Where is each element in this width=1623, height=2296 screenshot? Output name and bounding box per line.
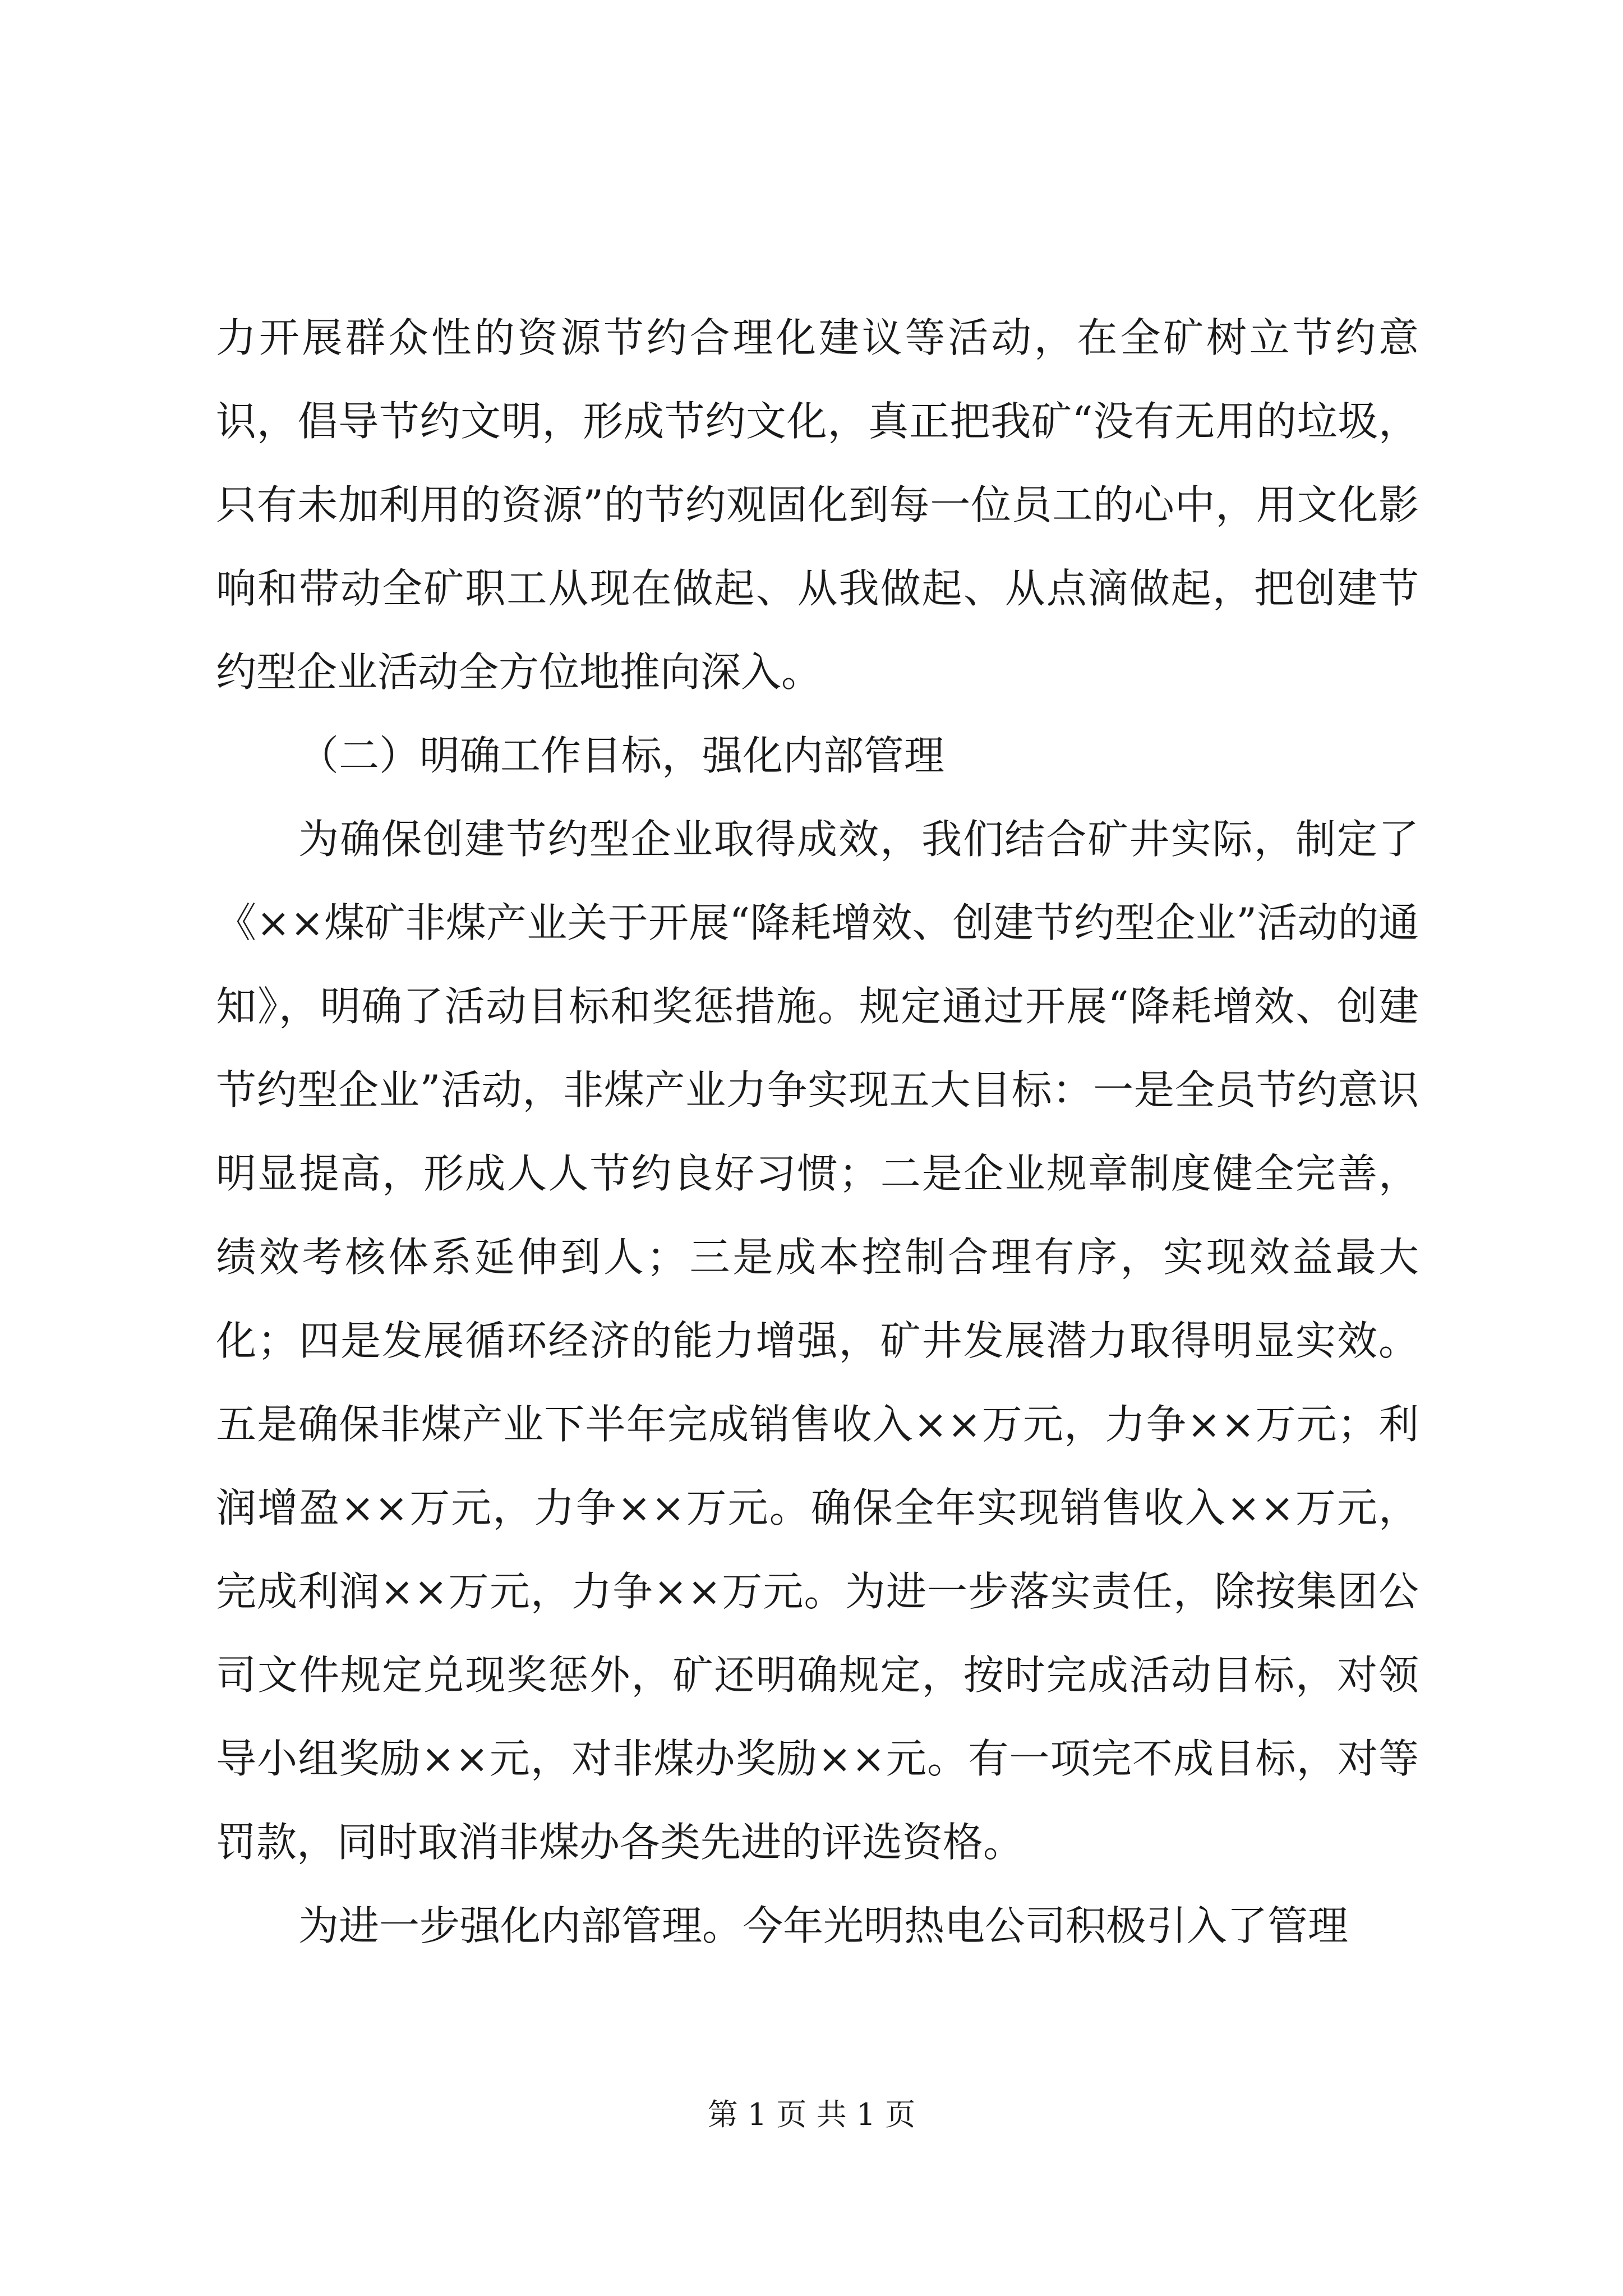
paragraph-goals: 为确保创建节约型企业取得成效，我们结合矿井实际，制定了《××煤矿非煤产业关于开展“降耗增效、创建节约型企业”活动的通知》，明确了活动目标和奖惩措施。规定通过开展“降耗增效、创建节约型企业”活动，非煤产业力争实现五大目标：一是全员节约意识明显提高，形成人人节约良好习惯；二是企业规章制度健全完善，绩效考核体系延伸到人；三是成本控制合理有序，实现效益最大化；四是发展循环经济的能力增强，矿井发展潜力取得明显实效。五是确保非煤产业下半年完成销售收入××万元，力争××万元；利润增盈××万元，力争××万元。确保全年实现销售收入××万元，完成利润××万元，力争××万元。为进一步落实责任，除按集团公司文件规定兑现奖惩外，矿还明确规定，按时完成活动目标，对领导小组奖励××元，对非煤办奖励××元。有一项完不成目标，对等罚款，同时取消非煤办各类先进的评选资格。 <box>216 816 1419 1866</box>
paragraph-management: 为进一步强化内部管理。今年光明热电公司积极引入了管理 <box>298 1902 1349 1949</box>
page-footer: 第 1 页 共 1 页 <box>707 2097 916 2132</box>
paragraph-continuation: 力开展群众性的资源节约合理化建议等活动，在全矿树立节约意识，倡导节约文明，形成节约文化，真正把我矿“没有无用的垃圾，只有未加利用的资源”的节约观固化到每一位员工的心中，用文化影响和带动全矿职工从现在做起、从我做起、从点滴做起，把创建节约型企业活动全方位地推向深入。 <box>216 314 1419 696</box>
section-heading: （二）明确工作目标，强化内部管理 <box>298 732 945 779</box>
document-body <box>216 296 1419 1968</box>
